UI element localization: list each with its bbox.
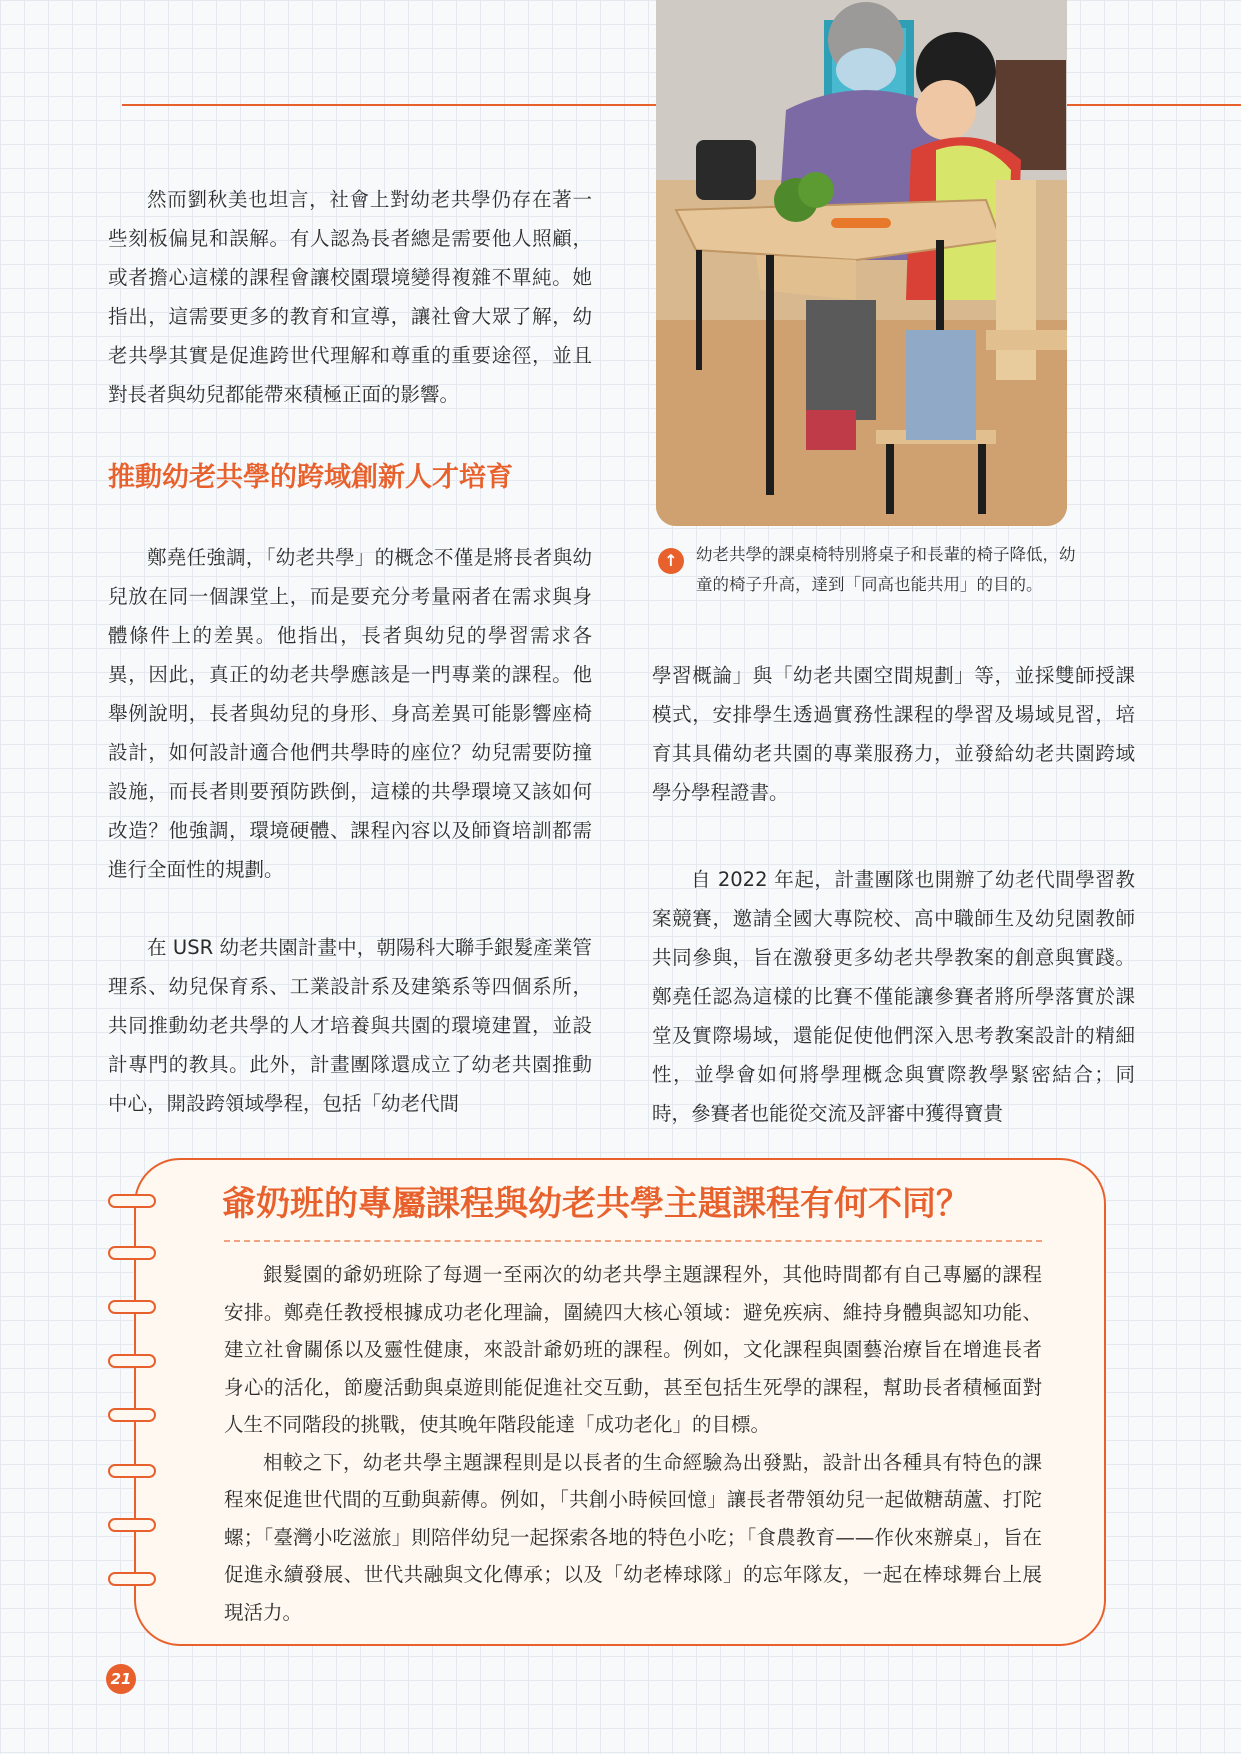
sidebar-paragraph: 銀髮園的爺奶班除了每週一至兩次的幼老共學主題課程外，其他時間都有自己專屬的課程安排。鄭堯任教授根據成功老化理論，圍繞四大核心領域：避免疾病、維持身體與認知功能、建立社會關係以及靈性健康，來設計爺奶班的課程。例如，文化課程與園藝治療旨在增進長者身心的活化，節慶活動與桌遊則能促進社交互動，甚至包括生死學的課程，幫助長者積極面對人生不同階段的挑戰，使其晚年階段能達「成功老化」的目標。 [224,1263,1042,1436]
body-paragraph: 自 2022 年起，計畫團隊也開辦了幼老代間學習教案競賽，邀請全國大專院校、高中職師生及幼兒園教師共同參與，旨在激發更多幼老共學教案的創意與實踐。鄭堯任認為這樣的比賽不僅能讓參賽者將所學落實於課堂及實際場域，還能促使他們深入思考教案設計的精細性，並學會如何將學理概念與實際教學緊密結合；同時，參賽者也能從交流及評審中獲得寶貴 [652,868,1135,1125]
sidebar-body [224,1256,1042,1631]
page-number: 21 [106,1664,136,1694]
body-paragraph: 學習概論」與「幼老共園空間規劃」等，並採雙師授課模式，安排學生透過實務性課程的學習及場域見習，培育其具備幼老共園的專業服務力，並發給幼老共園跨域學分學程證書。 [652,664,1135,804]
sidebar-paragraph: 相較之下，幼老共學主題課程則是以長者的生命經驗為出發點，設計出各種具有特色的課程來促進世代間的互動與薪傳。例如，「共創小時候回憶」讓長者帶領幼兒一起做糖葫蘆、打陀螺；「臺灣小吃滋旅」則陪伴幼兒一起探索各地的特色小吃；「食農教育——作伙來辦桌」，旨在促進永續發展、世代共融與文化傳承；以及「幼老棒球隊」的忘年隊友，一起在棒球舞台上展現活力。 [224,1450,1042,1624]
binder-ring [108,1518,156,1532]
right-column [652,656,1135,1133]
body-paragraph: 然而劉秋美也坦言，社會上對幼老共學仍存在著一些刻板偏見和誤解。有人認為長者總是需要他人照顧，或者擔心這樣的課程會讓校園環境變得複雜不單純。她指出，這需要更多的教育和宣導，讓社會大眾了解，幼老共學其實是促進跨世代理解和尊重的重要途徑，並且對長者與幼兒都能帶來積極正面的影響。 [108,188,592,406]
photo-illustration [656,0,1067,526]
left-column [108,180,592,1123]
body-paragraph: 在 USR 幼老共園計畫中，朝陽科大聯手銀髮產業管理系、幼兒保育系、工業設計系及建築系等四個系所，共同推動幼老共學的人才培養與共園的環境建置，並設計專門的教具。此外，計畫團隊還成立了幼老共園推動中心，開設跨領域學程，包括「幼老代間 [108,936,592,1115]
classroom-photo [656,0,1067,526]
arrow-up-icon: ↑ [658,548,684,574]
sidebar-title: 爺奶班的專屬課程與幼老共學主題課程有何不同？ [222,1184,970,1224]
caption-text: 幼老共學的課桌椅特別將桌子和長輩的椅子降低，幼童的椅子升高，達到「同高也能共用」的目的。 [696,545,1076,594]
binder-ring [108,1300,156,1314]
binder-ring [108,1408,156,1422]
binder-ring [108,1464,156,1478]
body-paragraph: 鄭堯任強調，「幼老共學」的概念不僅是將長者與幼兒放在同一個課堂上，而是要充分考量兩者在需求與身體條件上的差異。他指出，長者與幼兒的學習需求各異，因此，真正的幼老共學應該是一門專業的課程。他舉例說明，長者與幼兒的身形、身高差異可能影響座椅設計，如何設計適合他們共學時的座位？幼兒需要防撞設施，而長者則要預防跌倒，這樣的共學環境又該如何改造？他強調，環境硬體、課程內容以及師資培訓都需進行全面性的規劃。 [108,546,592,881]
section-heading: 推動幼老共學的跨域創新人才培育 [108,462,513,493]
photo-caption [658,540,1078,600]
section-heading-block [108,458,592,498]
binder-ring [108,1246,156,1260]
binder-ring [108,1572,156,1586]
sidebar-divider [224,1240,1042,1242]
binder-ring [108,1194,156,1208]
sidebar-box [134,1158,1106,1646]
binder-ring [108,1354,156,1368]
